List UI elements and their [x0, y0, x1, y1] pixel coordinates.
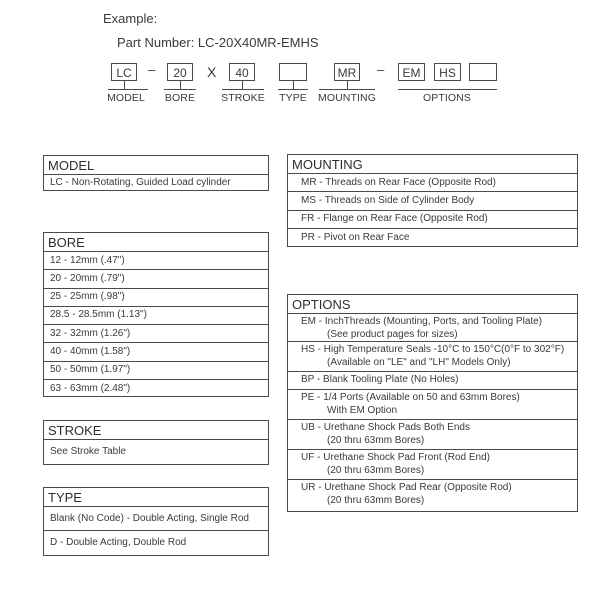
table-row: 20 - 20mm (.79")	[44, 270, 268, 288]
options-table-title: OPTIONS	[288, 295, 577, 314]
connector-line	[164, 89, 196, 90]
option-text: UR - Urethane Shock Pad Rear (Opposite Rod)	[301, 482, 512, 493]
option-subtext: (20 thru 63mm Bores)	[327, 464, 425, 476]
option-subtext: (See product pages for sizes)	[327, 328, 458, 340]
stroke-code-box: 40	[229, 63, 255, 81]
mounting-code-box: MR	[334, 63, 360, 81]
table-row: 28.5 - 28.5mm (1.13")	[44, 307, 268, 325]
stroke-table	[43, 420, 269, 465]
option-row-pe	[288, 390, 577, 420]
table-row: D - Double Acting, Double Rod	[50, 537, 187, 548]
example-label: Example:	[103, 11, 158, 26]
option-row-hs	[288, 342, 577, 372]
bore-table-title: BORE	[44, 233, 268, 252]
bore-label: BORE	[164, 92, 196, 104]
type-label: TYPE	[279, 92, 307, 104]
connector-line	[222, 89, 264, 90]
type-code-box	[279, 63, 307, 81]
table-row: 63 - 63mm (2.48")	[50, 382, 131, 394]
option-code-box-2: HS	[434, 63, 461, 81]
option-subtext: (20 thru 63mm Bores)	[327, 434, 425, 446]
table-row: Blank (No Code) - Double Acting, Single Rod	[44, 507, 268, 531]
option-text: BP - Blank Tooling Plate (No Holes)	[301, 374, 459, 385]
options-table	[287, 294, 578, 512]
table-row: 32 - 32mm (1.26")	[44, 325, 268, 343]
stroke-table-title: STROKE	[44, 421, 268, 440]
x-separator: X	[207, 64, 217, 80]
model-table-title: MODEL	[44, 156, 268, 175]
model-table	[43, 155, 269, 191]
connector-line	[108, 89, 148, 90]
connector-line	[242, 81, 243, 89]
option-subtext: (20 thru 63mm Bores)	[327, 494, 425, 506]
table-row: PR - Pivot on Rear Face	[301, 231, 410, 243]
connector-line	[124, 81, 125, 89]
connector-line	[347, 81, 348, 89]
option-row-em	[288, 314, 577, 342]
table-row: 25 - 25mm (.98")	[44, 289, 268, 307]
table-row: MS - Threads on Side of Cylinder Body	[288, 192, 577, 210]
option-subtext: With EM Option	[327, 404, 398, 416]
option-row-uf	[288, 450, 577, 480]
connector-line	[319, 89, 375, 90]
model-label: MODEL	[107, 92, 145, 104]
options-label: OPTIONS	[423, 92, 471, 104]
connector-line	[180, 81, 181, 89]
type-table-title: TYPE	[44, 488, 268, 507]
option-row-ub	[288, 420, 577, 450]
connector-line	[278, 89, 308, 90]
option-text: UB - Urethane Shock Pads Both Ends	[301, 422, 470, 433]
option-subtext: (Available on "LE" and "LH" Models Only)	[327, 356, 511, 368]
table-row: See Stroke Table	[50, 446, 126, 457]
connector-line	[398, 89, 497, 90]
part-number: Part Number: LC-20X40MR-EMHS	[117, 35, 319, 50]
mounting-table-title: MOUNTING	[288, 155, 577, 174]
option-row-bp	[288, 372, 577, 390]
mounting-table	[287, 154, 578, 247]
table-row: FR - Flange on Rear Face (Opposite Rod)	[288, 211, 577, 229]
connector-line	[293, 81, 294, 89]
model-code-box: LC	[111, 63, 137, 81]
mounting-label: MOUNTING	[318, 92, 376, 104]
option-text: UF - Urethane Shock Pad Front (Rod End)	[301, 452, 490, 463]
option-code-box-1: EM	[398, 63, 425, 81]
option-text: HS - High Temperature Seals -10°C to 150°C(0°F to 302°F)	[301, 344, 565, 355]
table-row: MR - Threads on Rear Face (Opposite Rod)	[288, 174, 577, 192]
type-table	[43, 487, 269, 556]
dash-separator: –	[377, 62, 385, 77]
table-row: LC - Non-Rotating, Guided Load cylinder	[50, 177, 231, 188]
bore-table	[43, 232, 269, 397]
option-text: EM - InchThreads (Mounting, Ports, and Tooling Plate)	[301, 316, 543, 327]
dash-separator: –	[148, 62, 156, 77]
bore-code-box: 20	[167, 63, 193, 81]
table-row: 40 - 40mm (1.58")	[44, 343, 268, 361]
stroke-label: STROKE	[221, 92, 265, 104]
option-row-ur	[288, 480, 577, 510]
option-code-box-3	[469, 63, 497, 81]
option-text: PE - 1/4 Ports (Available on 50 and 63mm Bores)	[301, 392, 520, 403]
table-row: 50 - 50mm (1.97")	[44, 362, 268, 380]
table-row: 12 - 12mm (.47")	[44, 252, 268, 270]
